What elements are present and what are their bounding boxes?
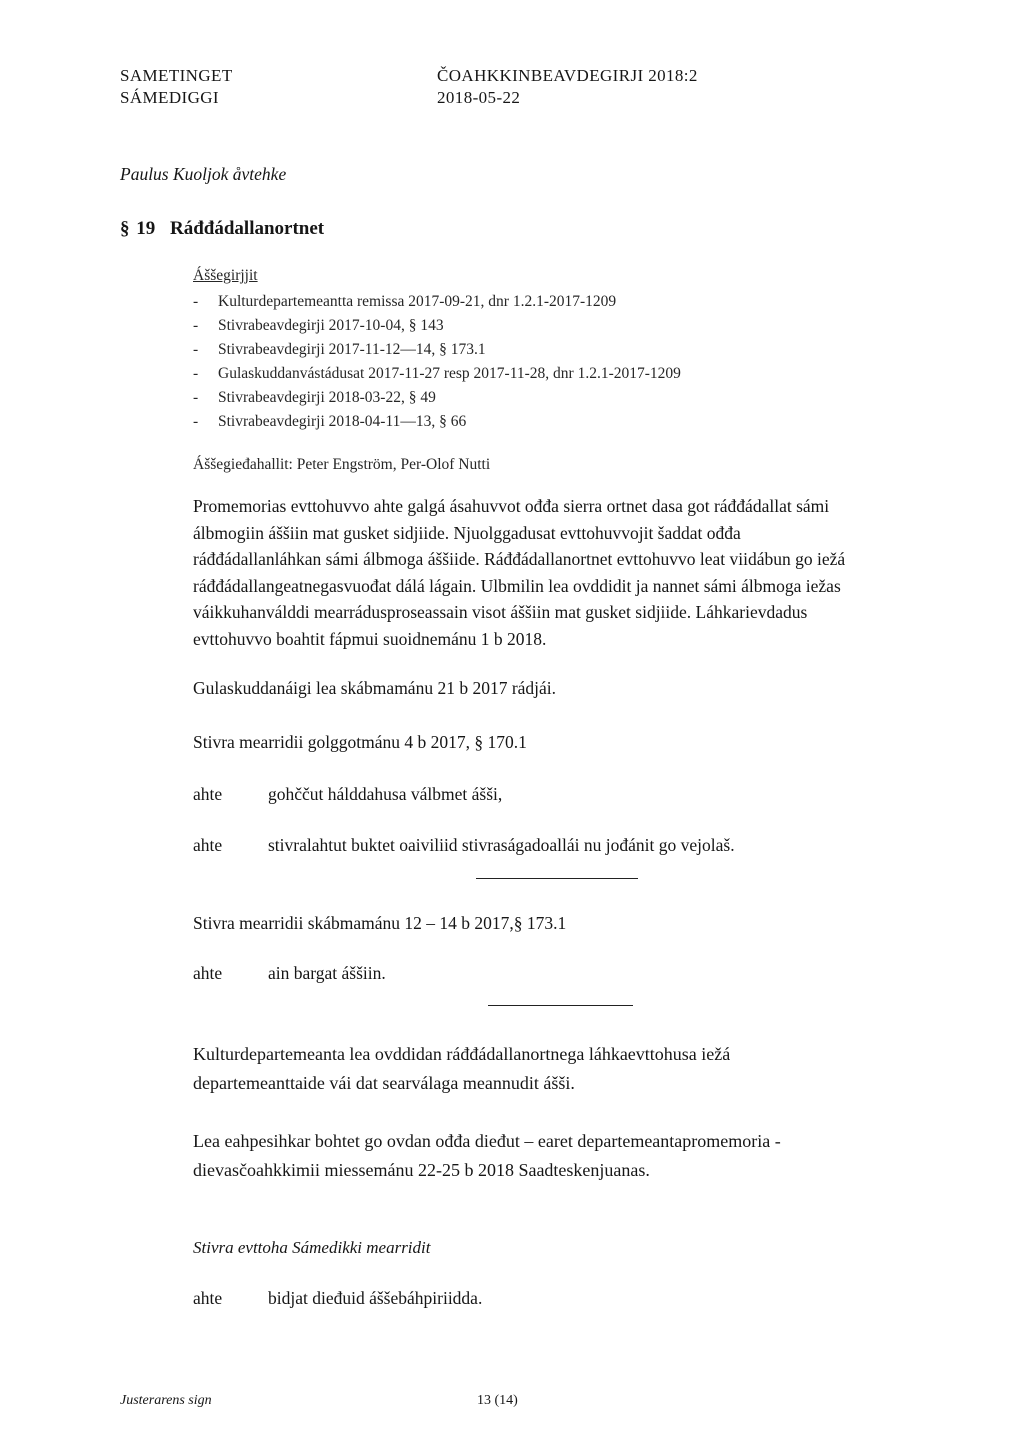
body-line: Lea eahpesihkar bohtet go ovdan ođđa dieđut – earet departemeantapromemoria -	[193, 1131, 781, 1151]
document-date: 2018-05-22	[437, 88, 521, 107]
document-list-item	[193, 362, 681, 386]
decision-1-marker-1: ahte	[193, 784, 223, 804]
decision-1-point-1: gohččut hálddahusa válbmet ášši,	[268, 784, 503, 804]
separator-line	[476, 878, 638, 879]
documents-list	[193, 290, 681, 434]
org-name-swedish: SAMETINGET	[120, 66, 233, 85]
document-list-item	[193, 314, 681, 338]
body-line: ráđđádallanláhkan sámi álbmoga áššiide. Ráđđádallanortnet evttohuvvo leat viidábun go iežá	[193, 549, 846, 569]
section-number: 19	[136, 218, 156, 239]
list-dash: -	[193, 365, 199, 382]
body-paragraph	[193, 493, 953, 652]
decision-1-marker-2: ahte	[193, 835, 223, 855]
proposal-heading: Stivra evttoha Sámedikki mearridit	[193, 1238, 431, 1257]
page-number: 13 (14)	[477, 1393, 518, 1408]
decision-1-point-2: stivralahtut buktet oaiviliid stivraságadoallái nu jođánit go vejolaš.	[268, 835, 735, 855]
list-dash: -	[193, 341, 199, 358]
body-line: Kulturdepartemeanta lea ovddidan ráđđádallanortnega láhkaevttohusa iežá	[193, 1044, 731, 1064]
document-list-item	[193, 410, 681, 434]
list-dash: -	[193, 413, 199, 430]
document-list-item	[193, 386, 681, 410]
document-reference: Gulaskuddanvástádusat 2017-11-27 resp 2017-11-28, dnr 1.2.1-2017-1209	[218, 365, 681, 382]
body-line: álbmogiin áššiin mat gusket sidjiide. Njuolggadusat evttohuvvojit šaddat ođđa	[193, 522, 741, 543]
list-dash: -	[193, 293, 199, 310]
justifier-sign-label: Justerarens sign	[120, 1393, 212, 1408]
body-line: ráđđádallangeatnegasvuođat dálá lágain. Ulbmilin lea ovddidit ja nannet sámi álbmoga iežas	[193, 575, 841, 596]
meeting-paragraph	[193, 1127, 953, 1185]
body-line: departemeanttaide vái dat searválaga meannudit ášši.	[193, 1073, 575, 1093]
section-symbol: §	[120, 218, 130, 239]
body-line: Promemorias evttohuvvo ahte galgá ásahuvvot ođđa sierra ortnet dasa got ráđđádallat sámi	[193, 496, 830, 516]
proposal-point-1: bidjat dieđuid áššebáhpiriidda.	[268, 1288, 483, 1308]
document-reference: Stivrabeavdegirji 2018-04-11—13, § 66	[218, 413, 467, 430]
decision-2-point-1: ain bargat áššiin.	[268, 963, 386, 983]
documents-heading: Áššegirjjit	[193, 267, 258, 284]
case-officers: Áššegieđahallit: Peter Engström, Per-Olof Nutti	[193, 456, 491, 473]
list-dash: -	[193, 317, 199, 334]
list-dash: -	[193, 389, 199, 406]
body-line: dievasčoahkkimii miessemánu 22-25 b 2018 Saadteskenjuanas.	[193, 1160, 650, 1180]
body-line: váikkuhanválddi mearrádusproseassain visot áššiin mat gusket sidjiide. Láhkarievdadus	[193, 602, 808, 622]
proposal-marker-1: ahte	[193, 1288, 223, 1308]
hearing-time: Gulaskuddanáigi lea skábmamánu 21 b 2017 rádjái.	[193, 678, 557, 698]
document-reference: Stivrabeavdegirji 2018-03-22, § 49	[218, 389, 436, 406]
document-title: ČOAHKKINBEAVDEGIRJI 2018:2	[437, 66, 698, 85]
document-list-item	[193, 338, 681, 362]
ministry-paragraph	[193, 1040, 953, 1098]
absence-note: Paulus Kuoljok åvtehke	[120, 164, 287, 184]
document-reference: Stivrabeavdegirji 2017-11-12—14, § 173.1	[218, 341, 486, 358]
decision-2-intro: Stivra mearridii skábmamánu 12 – 14 b 2017,§ 173.1	[193, 913, 567, 933]
separator-line	[488, 1005, 633, 1006]
org-name-sami: SÁMEDIGGI	[120, 88, 219, 107]
document-list-item	[193, 290, 681, 314]
decision-1-intro: Stivra mearridii golggotmánu 4 b 2017, § 170.1	[193, 732, 527, 752]
document-reference: Kulturdepartemeantta remissa 2017-09-21, dnr 1.2.1-2017-1209	[218, 293, 617, 310]
body-line: evttohuvvo boahtit fápmui suoidnemánu 1 b 2018.	[193, 628, 547, 649]
document-reference: Stivrabeavdegirji 2017-10-04, § 143	[218, 317, 444, 334]
section-title: Ráđđádallanortnet	[170, 218, 325, 239]
section-heading	[120, 218, 324, 240]
decision-2-marker-1: ahte	[193, 963, 223, 983]
